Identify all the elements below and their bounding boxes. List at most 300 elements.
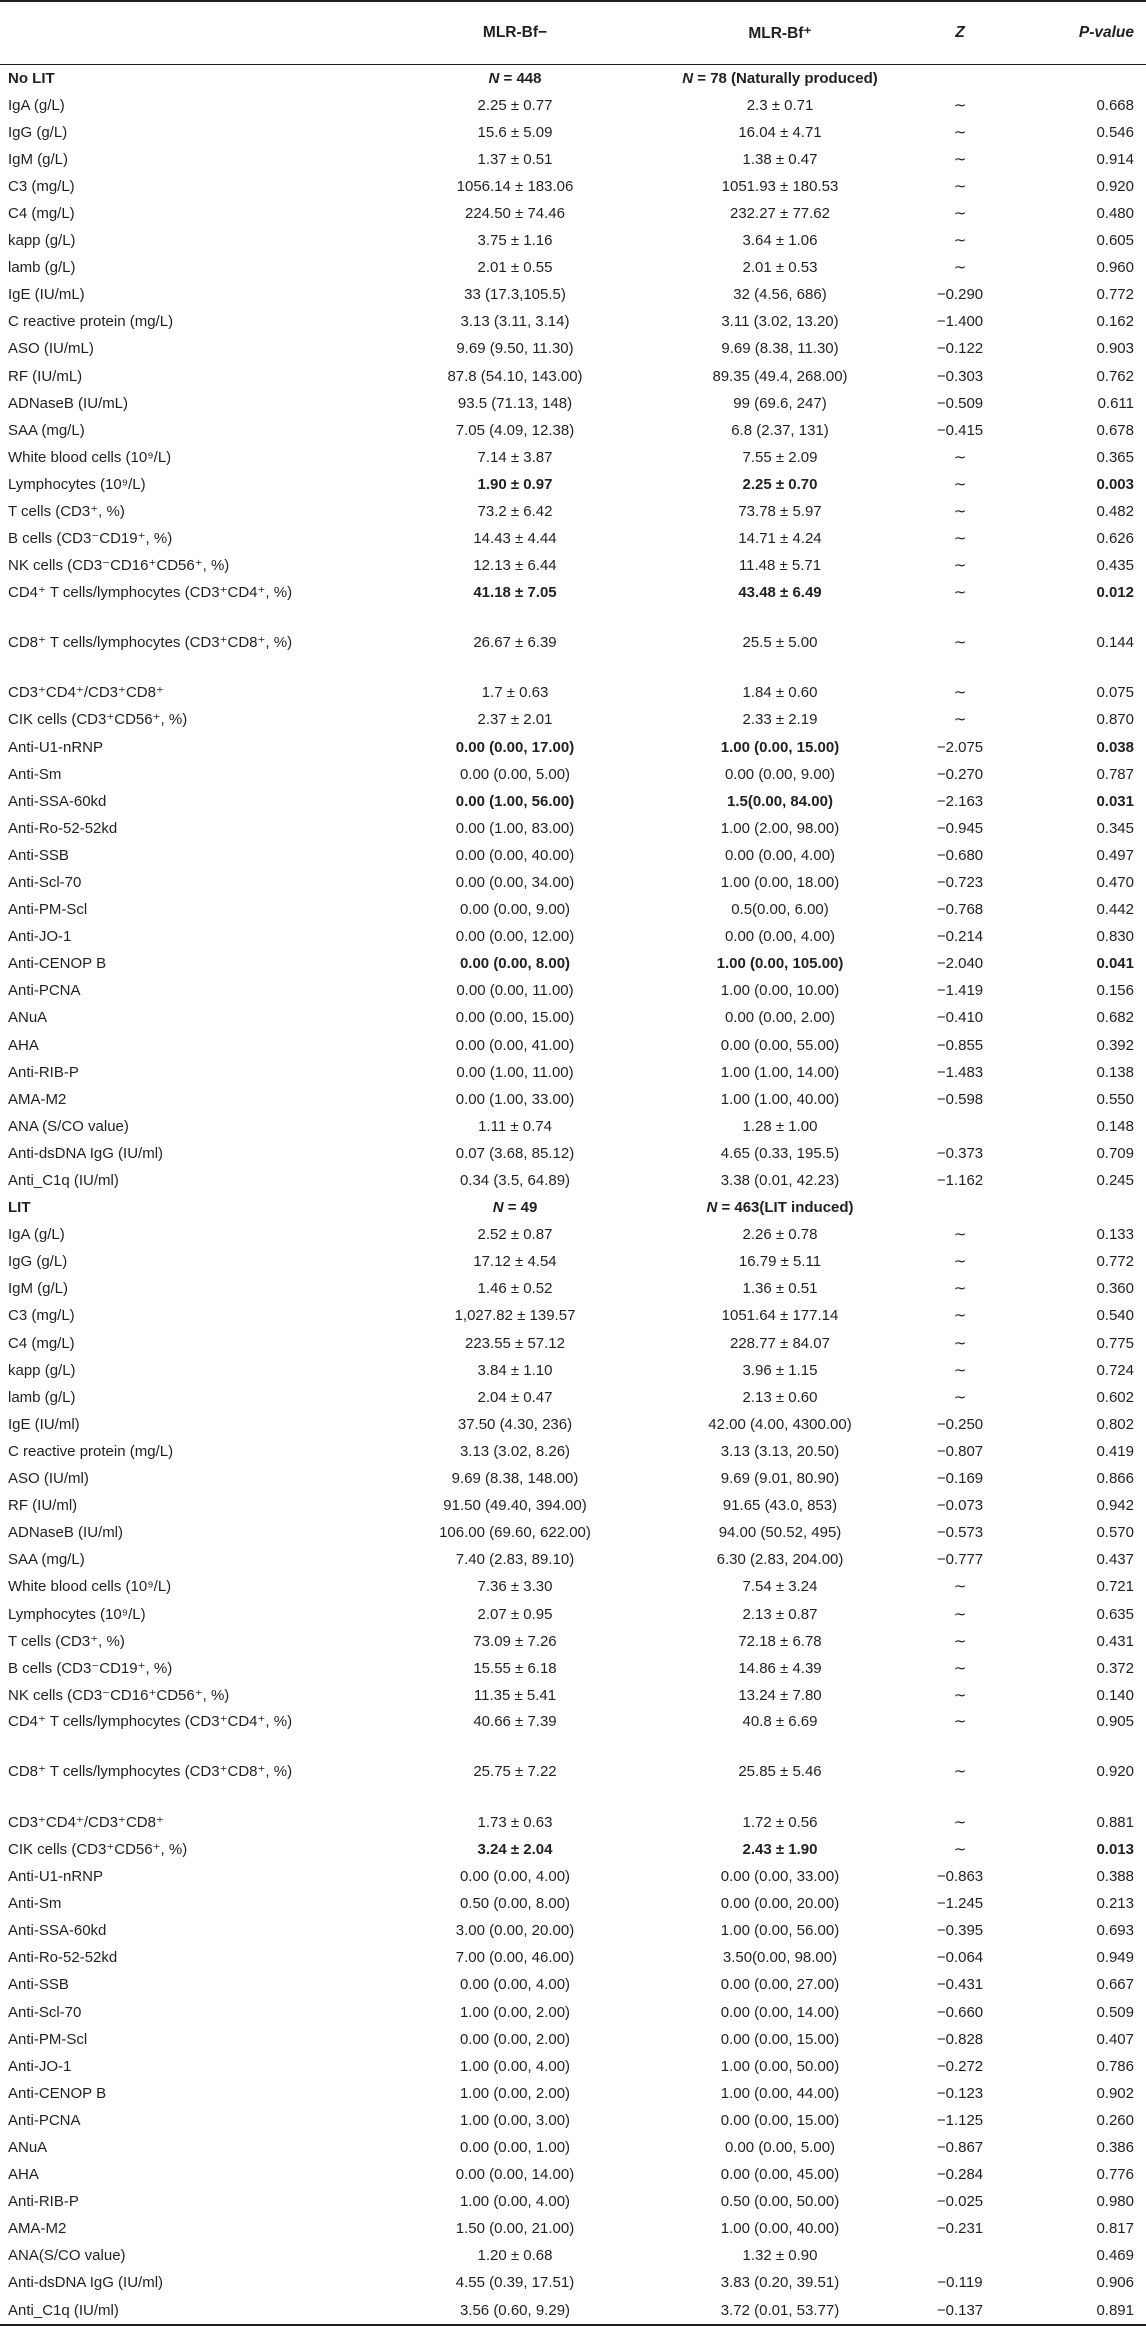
value-mlr-bf-positive: N = 78 (Naturally produced) bbox=[682, 69, 878, 87]
p-value: 0.905 bbox=[1096, 1713, 1134, 1731]
value-mlr-bf-negative: 3.13 (3.02, 8.26) bbox=[459, 1442, 571, 1460]
z-value: ∼ bbox=[953, 232, 967, 250]
value-mlr-bf-negative: 73.09 ± 7.26 bbox=[473, 1632, 557, 1650]
z-value: ∼ bbox=[953, 1361, 967, 1379]
value-mlr-bf-positive: 3.72 (0.01, 53.77) bbox=[720, 2301, 840, 2319]
value-mlr-bf-negative: 15.6 ± 5.09 bbox=[477, 123, 553, 141]
z-value: −0.768 bbox=[936, 901, 984, 919]
row-label: CD4⁺ T cells/lymphocytes (CD3⁺CD4⁺, %) bbox=[8, 583, 293, 601]
p-value: 0.497 bbox=[1096, 846, 1134, 864]
row-label: IgG (g/L) bbox=[8, 123, 68, 141]
p-value: 0.776 bbox=[1096, 2166, 1134, 2184]
z-value: ∼ bbox=[953, 1334, 967, 1352]
z-value: ∼ bbox=[953, 583, 967, 601]
section-header-row bbox=[0, 65, 1146, 93]
row-label: CD8⁺ T cells/lymphocytes (CD3⁺CD8⁺, %) bbox=[8, 633, 293, 651]
p-value: 0.431 bbox=[1096, 1632, 1134, 1650]
z-value: ∼ bbox=[953, 1713, 967, 1731]
z-value: −0.867 bbox=[936, 2139, 984, 2157]
row-label: T cells (CD3⁺, %) bbox=[8, 503, 125, 521]
value-mlr-bf-negative: 7.14 ± 3.87 bbox=[477, 448, 553, 466]
value-mlr-bf-negative: 87.8 (54.10, 143.00) bbox=[447, 367, 583, 385]
value-mlr-bf-positive: 1051.93 ± 180.53 bbox=[721, 177, 839, 195]
p-value: 0.540 bbox=[1096, 1307, 1134, 1325]
p-value: 0.605 bbox=[1096, 232, 1134, 250]
z-value: −0.231 bbox=[936, 2220, 984, 2238]
value-mlr-bf-negative: 40.66 ± 7.39 bbox=[473, 1713, 557, 1731]
value-mlr-bf-positive: 1.00 (0.00, 44.00) bbox=[720, 2084, 840, 2102]
table-row bbox=[0, 2053, 1146, 2080]
table-row bbox=[0, 630, 1146, 680]
z-value: −0.945 bbox=[936, 819, 984, 837]
value-mlr-bf-negative: 7.00 (0.00, 46.00) bbox=[455, 1949, 575, 1967]
value-mlr-bf-negative: 1.00 (0.00, 4.00) bbox=[459, 2057, 571, 2075]
value-mlr-bf-negative: 7.05 (4.09, 12.38) bbox=[455, 421, 575, 439]
value-mlr-bf-positive: 1.00 (0.00, 18.00) bbox=[720, 873, 840, 891]
value-mlr-bf-negative: 0.00 (0.00, 8.00) bbox=[459, 955, 571, 973]
value-mlr-bf-negative: 1.00 (0.00, 4.00) bbox=[459, 2193, 571, 2211]
p-value: 0.388 bbox=[1096, 1868, 1134, 1886]
table-row bbox=[0, 1682, 1146, 1709]
z-value: ∼ bbox=[953, 150, 967, 168]
table-row bbox=[0, 200, 1146, 227]
p-value: 0.626 bbox=[1096, 530, 1134, 548]
row-label: RF (IU/ml) bbox=[8, 1497, 78, 1515]
p-value: 0.635 bbox=[1096, 1605, 1134, 1623]
z-value: −2.075 bbox=[936, 738, 984, 756]
value-mlr-bf-positive: 1.38 ± 0.47 bbox=[742, 150, 818, 168]
row-label: ANuA bbox=[8, 1009, 48, 1027]
p-value: 0.949 bbox=[1096, 1949, 1134, 1967]
row-label: Anti-RIB-P bbox=[8, 2193, 79, 2211]
value-mlr-bf-positive: 7.55 ± 2.09 bbox=[742, 448, 818, 466]
p-value: 0.480 bbox=[1096, 205, 1134, 223]
value-mlr-bf-positive: 1.28 ± 1.00 bbox=[742, 1117, 818, 1135]
value-mlr-bf-positive: 6.8 (2.37, 131) bbox=[731, 421, 829, 439]
table-row bbox=[0, 1999, 1146, 2026]
p-value: 0.031 bbox=[1096, 792, 1134, 810]
p-value: 0.906 bbox=[1096, 2274, 1134, 2292]
row-label: Lymphocytes (10⁹/L) bbox=[8, 475, 146, 493]
p-value: 0.709 bbox=[1096, 1144, 1134, 1162]
value-mlr-bf-positive: 0.00 (0.00, 5.00) bbox=[724, 2139, 836, 2157]
p-value: 0.682 bbox=[1096, 1009, 1134, 1027]
section-header-row bbox=[0, 1195, 1146, 1222]
p-value: 0.920 bbox=[1096, 1763, 1134, 1781]
z-value: ∼ bbox=[953, 1659, 967, 1677]
z-value: ∼ bbox=[953, 96, 967, 114]
value-mlr-bf-positive: 16.79 ± 5.11 bbox=[738, 1253, 822, 1271]
table-row bbox=[0, 924, 1146, 951]
row-label: Anti-PCNA bbox=[8, 982, 81, 1000]
value-mlr-bf-negative: 1,027.82 ± 139.57 bbox=[454, 1307, 576, 1325]
z-value: −0.723 bbox=[936, 873, 984, 891]
table-row bbox=[0, 336, 1146, 363]
p-value: 0.392 bbox=[1096, 1036, 1134, 1054]
table-row bbox=[0, 978, 1146, 1005]
value-mlr-bf-negative: 0.00 (0.00, 2.00) bbox=[459, 2030, 571, 2048]
value-mlr-bf-positive: 2.13 ± 0.60 bbox=[742, 1388, 818, 1406]
table-row bbox=[0, 417, 1146, 444]
header-mlr-bf-positive: MLR-Bf⁺ bbox=[748, 24, 812, 42]
value-mlr-bf-negative: 0.00 (0.00, 11.00) bbox=[456, 982, 574, 1000]
p-value: 0.075 bbox=[1096, 684, 1134, 702]
value-mlr-bf-positive: 0.00 (0.00, 33.00) bbox=[720, 1868, 840, 1886]
value-mlr-bf-negative: 3.00 (0.00, 20.00) bbox=[455, 1922, 575, 1940]
row-label: SAA (mg/L) bbox=[8, 1551, 85, 1569]
value-mlr-bf-positive: 1.00 (0.00, 50.00) bbox=[720, 2057, 840, 2075]
value-mlr-bf-negative: 0.00 (0.00, 4.00) bbox=[459, 1976, 571, 1994]
p-value: 0.372 bbox=[1096, 1659, 1134, 1677]
row-label: Anti-PM-Scl bbox=[8, 2030, 88, 2048]
table-row bbox=[0, 526, 1146, 553]
z-value: ∼ bbox=[953, 1686, 967, 1704]
row-label: NK cells (CD3⁻CD16⁺CD56⁺, %) bbox=[8, 1686, 230, 1704]
z-value: ∼ bbox=[953, 1226, 967, 1244]
value-mlr-bf-negative: 33 (17.3,105.5) bbox=[464, 286, 566, 304]
p-value: 0.386 bbox=[1096, 2139, 1134, 2157]
table-row bbox=[0, 1809, 1146, 1836]
table-row bbox=[0, 1628, 1146, 1655]
value-mlr-bf-positive: 228.77 ± 84.07 bbox=[730, 1334, 830, 1352]
value-mlr-bf-negative: 0.50 (0.00, 8.00) bbox=[459, 1895, 571, 1913]
value-mlr-bf-positive: 89.35 (49.4, 268.00) bbox=[712, 367, 848, 385]
p-value bbox=[1020, 1195, 1146, 1222]
header-row bbox=[0, 1, 1146, 65]
p-value: 0.667 bbox=[1096, 1976, 1134, 1994]
z-value: ∼ bbox=[953, 1813, 967, 1831]
value-mlr-bf-positive: 2.13 ± 0.87 bbox=[742, 1605, 818, 1623]
value-mlr-bf-positive: 1.00 (0.00, 40.00) bbox=[720, 2220, 840, 2238]
p-value: 0.482 bbox=[1096, 503, 1134, 521]
z-value: −0.680 bbox=[936, 846, 984, 864]
value-mlr-bf-negative: 1.20 ± 0.68 bbox=[477, 2247, 553, 2265]
z-value: ∼ bbox=[953, 1253, 967, 1271]
value-mlr-bf-negative: 14.43 ± 4.44 bbox=[473, 530, 557, 548]
value-mlr-bf-negative: 3.56 (0.60, 9.29) bbox=[459, 2301, 571, 2319]
z-value: ∼ bbox=[953, 1307, 967, 1325]
value-mlr-bf-negative: 91.50 (49.40, 394.00) bbox=[443, 1497, 587, 1515]
value-mlr-bf-positive: N = 463(LIT induced) bbox=[706, 1199, 854, 1217]
z-value: −0.855 bbox=[936, 1036, 984, 1054]
z-value: −0.415 bbox=[936, 421, 984, 439]
p-value: 0.469 bbox=[1096, 2247, 1134, 2265]
z-value: ∼ bbox=[953, 1388, 967, 1406]
value-mlr-bf-positive: 0.5(0.00, 6.00) bbox=[731, 901, 829, 919]
row-label: CD3⁺CD4⁺/CD3⁺CD8⁺ bbox=[8, 1813, 164, 1831]
value-mlr-bf-negative: 0.00 (0.00, 41.00) bbox=[455, 1036, 575, 1054]
p-value: 0.148 bbox=[1096, 1117, 1134, 1135]
table-row bbox=[0, 1411, 1146, 1438]
p-value: 0.509 bbox=[1096, 2003, 1134, 2021]
table-row bbox=[0, 2162, 1146, 2189]
table-row bbox=[0, 1303, 1146, 1330]
value-mlr-bf-negative: 0.07 (3.68, 85.12) bbox=[455, 1144, 575, 1162]
row-label: kapp (g/L) bbox=[8, 232, 76, 250]
table-row bbox=[0, 1601, 1146, 1628]
p-value: 0.012 bbox=[1096, 583, 1134, 601]
row-label: kapp (g/L) bbox=[8, 1361, 76, 1379]
value-mlr-bf-positive: 1.5(0.00, 84.00) bbox=[727, 792, 833, 810]
table-row bbox=[0, 2216, 1146, 2243]
row-label: B cells (CD3⁻CD19⁺, %) bbox=[8, 1659, 173, 1677]
z-value: ∼ bbox=[953, 1280, 967, 1298]
value-mlr-bf-positive: 0.00 (0.00, 27.00) bbox=[720, 1976, 840, 1994]
sample-size-symbol: N bbox=[492, 1199, 504, 1217]
value-mlr-bf-negative: 15.55 ± 6.18 bbox=[473, 1659, 557, 1677]
z-value bbox=[900, 1195, 1020, 1222]
table-row bbox=[0, 2297, 1146, 2325]
value-mlr-bf-positive: 1.00 (0.00, 56.00) bbox=[720, 1922, 840, 1940]
row-label: Anti-Sm bbox=[8, 1895, 62, 1913]
z-value: ∼ bbox=[953, 711, 967, 729]
row-label: Anti-CENOP B bbox=[8, 2084, 107, 2102]
value-mlr-bf-negative: 0.00 (0.00, 34.00) bbox=[455, 873, 575, 891]
table-row bbox=[0, 815, 1146, 842]
value-mlr-bf-negative: 1.00 (0.00, 3.00) bbox=[459, 2111, 571, 2129]
z-value: −0.025 bbox=[936, 2193, 984, 2211]
value-mlr-bf-positive: 99 (69.6, 247) bbox=[733, 394, 827, 412]
value-mlr-bf-positive: 7.54 ± 3.24 bbox=[742, 1578, 818, 1596]
value-mlr-bf-negative: 0.00 (0.00, 5.00) bbox=[459, 765, 571, 783]
row-label: IgA (g/L) bbox=[8, 1226, 65, 1244]
value-mlr-bf-negative: 0.00 (0.00, 40.00) bbox=[455, 846, 575, 864]
value-mlr-bf-positive: 0.00 (0.00, 55.00) bbox=[720, 1036, 840, 1054]
table-row bbox=[0, 471, 1146, 498]
z-value: −0.123 bbox=[936, 2084, 984, 2102]
z-value: −0.169 bbox=[936, 1470, 984, 1488]
value-mlr-bf-negative: 9.69 (8.38, 148.00) bbox=[451, 1470, 579, 1488]
value-mlr-bf-positive: 232.27 ± 77.62 bbox=[730, 205, 830, 223]
value-mlr-bf-negative: 0.00 (1.00, 83.00) bbox=[455, 819, 575, 837]
row-label: IgM (g/L) bbox=[8, 1280, 69, 1298]
table-row bbox=[0, 1918, 1146, 1945]
z-value bbox=[900, 2243, 1020, 2270]
p-value: 0.668 bbox=[1096, 96, 1134, 114]
value-mlr-bf-negative: 7.36 ± 3.30 bbox=[477, 1578, 553, 1596]
value-mlr-bf-negative: 37.50 (4.30, 236) bbox=[457, 1415, 573, 1433]
p-value: 0.902 bbox=[1096, 2084, 1134, 2102]
z-value: −0.598 bbox=[936, 1090, 984, 1108]
value-mlr-bf-negative: 1.90 ± 0.97 bbox=[477, 475, 553, 493]
value-mlr-bf-positive: 2.25 ± 0.70 bbox=[742, 475, 818, 493]
row-label: IgA (g/L) bbox=[8, 96, 65, 114]
z-value: ∼ bbox=[953, 557, 967, 575]
table-row bbox=[0, 1086, 1146, 1113]
value-mlr-bf-negative: 1.00 (0.00, 2.00) bbox=[459, 2084, 571, 2102]
z-value: −0.137 bbox=[936, 2301, 984, 2319]
z-value: −0.777 bbox=[936, 1551, 984, 1569]
table-row bbox=[0, 1438, 1146, 1465]
row-label: C4 (mg/L) bbox=[8, 205, 75, 223]
value-mlr-bf-positive: 1.00 (1.00, 14.00) bbox=[720, 1063, 840, 1081]
table-row bbox=[0, 2189, 1146, 2216]
z-value: −0.863 bbox=[936, 1868, 984, 1886]
p-value: 0.138 bbox=[1096, 1063, 1134, 1081]
z-value: ∼ bbox=[953, 1605, 967, 1623]
p-value: 0.866 bbox=[1096, 1470, 1134, 1488]
z-value: ∼ bbox=[953, 1840, 967, 1858]
z-value: −2.040 bbox=[936, 955, 984, 973]
table-row bbox=[0, 228, 1146, 255]
value-mlr-bf-positive: 0.50 (0.00, 50.00) bbox=[720, 2193, 840, 2211]
table-row bbox=[0, 580, 1146, 630]
value-mlr-bf-negative: 11.35 ± 5.41 bbox=[473, 1686, 557, 1704]
value-mlr-bf-negative: 2.01 ± 0.55 bbox=[477, 259, 553, 277]
z-value: −0.250 bbox=[936, 1415, 984, 1433]
p-value: 0.345 bbox=[1096, 819, 1134, 837]
value-mlr-bf-negative: 1.00 (0.00, 2.00) bbox=[459, 2003, 571, 2021]
p-value: 0.245 bbox=[1096, 1172, 1134, 1190]
table-row bbox=[0, 1709, 1146, 1759]
value-mlr-bf-positive: 4.65 (0.33, 195.5) bbox=[720, 1144, 840, 1162]
value-mlr-bf-negative: 223.55 ± 57.12 bbox=[465, 1334, 565, 1352]
value-mlr-bf-negative: 9.69 (9.50, 11.30) bbox=[456, 340, 574, 358]
z-value: ∼ bbox=[953, 475, 967, 493]
table-row bbox=[0, 309, 1146, 336]
row-label: RF (IU/mL) bbox=[8, 367, 83, 385]
row-label: T cells (CD3⁺, %) bbox=[8, 1632, 125, 1650]
table-row bbox=[0, 363, 1146, 390]
p-value: 0.038 bbox=[1096, 738, 1134, 756]
z-value: −0.660 bbox=[936, 2003, 984, 2021]
table-row bbox=[0, 1140, 1146, 1167]
row-label: Anti-Ro-52-52kd bbox=[8, 819, 118, 837]
value-mlr-bf-positive: 0.00 (0.00, 15.00) bbox=[720, 2111, 840, 2129]
z-value: ∼ bbox=[953, 633, 967, 651]
table-row bbox=[0, 1005, 1146, 1032]
table-row bbox=[0, 1384, 1146, 1411]
table-row bbox=[0, 788, 1146, 815]
table-row bbox=[0, 2134, 1146, 2161]
row-label: AMA-M2 bbox=[8, 2220, 67, 2238]
value-mlr-bf-negative: 2.25 ± 0.77 bbox=[477, 96, 553, 114]
z-value bbox=[900, 1113, 1020, 1140]
p-value: 0.693 bbox=[1096, 1922, 1134, 1940]
p-value: 0.870 bbox=[1096, 711, 1134, 729]
value-mlr-bf-positive: 2.3 ± 0.71 bbox=[746, 96, 814, 114]
value-mlr-bf-negative: 41.18 ± 7.05 bbox=[473, 583, 557, 601]
row-label: Anti-dsDNA IgG (IU/ml) bbox=[8, 2274, 164, 2292]
table-row bbox=[0, 499, 1146, 526]
value-mlr-bf-negative: 224.50 ± 74.46 bbox=[465, 205, 565, 223]
table-row bbox=[0, 1759, 1146, 1809]
z-value: −1.400 bbox=[936, 313, 984, 331]
row-label: White blood cells (10⁹/L) bbox=[8, 1578, 172, 1596]
p-value: 0.881 bbox=[1096, 1813, 1134, 1831]
value-mlr-bf-positive: 0.00 (0.00, 9.00) bbox=[724, 765, 836, 783]
p-value: 0.140 bbox=[1096, 1686, 1134, 1704]
p-value: 0.762 bbox=[1096, 367, 1134, 385]
z-value: ∼ bbox=[953, 1632, 967, 1650]
value-mlr-bf-negative: 2.07 ± 0.95 bbox=[477, 1605, 553, 1623]
value-mlr-bf-positive: 25.85 ± 5.46 bbox=[738, 1763, 822, 1781]
value-mlr-bf-positive: 3.11 (3.02, 13.20) bbox=[721, 313, 839, 331]
row-label: ANuA bbox=[8, 2139, 48, 2157]
value-mlr-bf-positive: 3.96 ± 1.15 bbox=[742, 1361, 818, 1379]
row-label: Anti-SSB bbox=[8, 1976, 69, 1994]
p-value: 0.133 bbox=[1096, 1226, 1134, 1244]
p-value: 0.435 bbox=[1096, 557, 1134, 575]
value-mlr-bf-positive: 3.13 (3.13, 20.50) bbox=[720, 1442, 840, 1460]
row-label: AHA bbox=[8, 1036, 39, 1054]
table-row bbox=[0, 1891, 1146, 1918]
value-mlr-bf-negative: 0.00 (0.00, 12.00) bbox=[455, 928, 575, 946]
value-mlr-bf-positive: 0.00 (0.00, 20.00) bbox=[720, 1895, 840, 1913]
table-row bbox=[0, 255, 1146, 282]
row-label: Anti-SSA-60kd bbox=[8, 792, 107, 810]
z-value: ∼ bbox=[953, 1763, 967, 1781]
value-mlr-bf-negative: 3.13 (3.11, 3.14) bbox=[460, 313, 570, 331]
row-label: C3 (mg/L) bbox=[8, 1307, 75, 1325]
table-row bbox=[0, 1059, 1146, 1086]
sample-size-symbol: N bbox=[706, 1199, 718, 1217]
row-label: Anti-PCNA bbox=[8, 2111, 81, 2129]
z-value: −0.395 bbox=[936, 1922, 984, 1940]
row-label: CD4⁺ T cells/lymphocytes (CD3⁺CD4⁺, %) bbox=[8, 1713, 293, 1731]
row-label: ADNaseB (IU/ml) bbox=[8, 1524, 124, 1542]
value-mlr-bf-positive: 0.00 (0.00, 45.00) bbox=[720, 2166, 840, 2184]
row-label: ANA(S/CO value) bbox=[8, 2247, 126, 2265]
table-row bbox=[0, 951, 1146, 978]
row-label: ADNaseB (IU/mL) bbox=[8, 394, 129, 412]
value-mlr-bf-positive: 3.64 ± 1.06 bbox=[742, 232, 818, 250]
row-label: Lymphocytes (10⁹/L) bbox=[8, 1605, 146, 1623]
p-value: 0.772 bbox=[1096, 286, 1134, 304]
row-label: Anti-CENOP B bbox=[8, 955, 107, 973]
row-label: ASO (IU/mL) bbox=[8, 340, 94, 358]
value-mlr-bf-negative: 93.5 (71.13, 148) bbox=[457, 394, 573, 412]
value-mlr-bf-negative: 1.37 ± 0.51 bbox=[477, 150, 553, 168]
value-mlr-bf-negative: 7.40 (2.83, 89.10) bbox=[455, 1551, 575, 1569]
value-mlr-bf-positive: 9.69 (9.01, 80.90) bbox=[720, 1470, 840, 1488]
table-body bbox=[0, 65, 1146, 2326]
table-row bbox=[0, 1466, 1146, 1493]
table-header bbox=[0, 1, 1146, 65]
value-mlr-bf-positive: 1.00 (0.00, 10.00) bbox=[720, 982, 840, 1000]
row-label: Anti-RIB-P bbox=[8, 1063, 79, 1081]
z-value: ∼ bbox=[953, 530, 967, 548]
z-value: −0.828 bbox=[936, 2030, 984, 2048]
p-value: 0.470 bbox=[1096, 873, 1134, 891]
value-mlr-bf-negative: 0.00 (1.00, 11.00) bbox=[456, 1063, 574, 1081]
table-row bbox=[0, 92, 1146, 119]
row-label: ANA (S/CO value) bbox=[8, 1117, 129, 1135]
sample-size-symbol: N bbox=[682, 69, 694, 87]
p-value: 0.721 bbox=[1096, 1578, 1134, 1596]
value-mlr-bf-positive: 40.8 ± 6.69 bbox=[742, 1713, 818, 1731]
row-label: SAA (mg/L) bbox=[8, 421, 85, 439]
value-mlr-bf-positive: 42.00 (4.00, 4300.00) bbox=[708, 1415, 852, 1433]
p-value: 0.437 bbox=[1096, 1551, 1134, 1569]
z-value: −0.073 bbox=[936, 1497, 984, 1515]
value-mlr-bf-positive: 1.00 (1.00, 40.00) bbox=[720, 1090, 840, 1108]
table-row bbox=[0, 1547, 1146, 1574]
header-mlr-bf-negative: MLR-Bf− bbox=[482, 24, 548, 41]
row-label: ASO (IU/ml) bbox=[8, 1470, 89, 1488]
p-value: 0.550 bbox=[1096, 1090, 1134, 1108]
table-row bbox=[0, 1836, 1146, 1863]
row-label: C reactive protein (mg/L) bbox=[8, 1442, 174, 1460]
value-mlr-bf-negative: 2.04 ± 0.47 bbox=[477, 1388, 553, 1406]
p-value: 0.041 bbox=[1096, 955, 1134, 973]
p-value: 0.419 bbox=[1096, 1442, 1134, 1460]
row-label: Anti_C1q (IU/ml) bbox=[8, 1172, 119, 1190]
value-mlr-bf-positive: 13.24 ± 7.80 bbox=[738, 1686, 822, 1704]
z-value: −0.272 bbox=[936, 2057, 984, 2075]
value-mlr-bf-positive: 2.01 ± 0.53 bbox=[742, 259, 818, 277]
row-label: lamb (g/L) bbox=[8, 259, 76, 277]
